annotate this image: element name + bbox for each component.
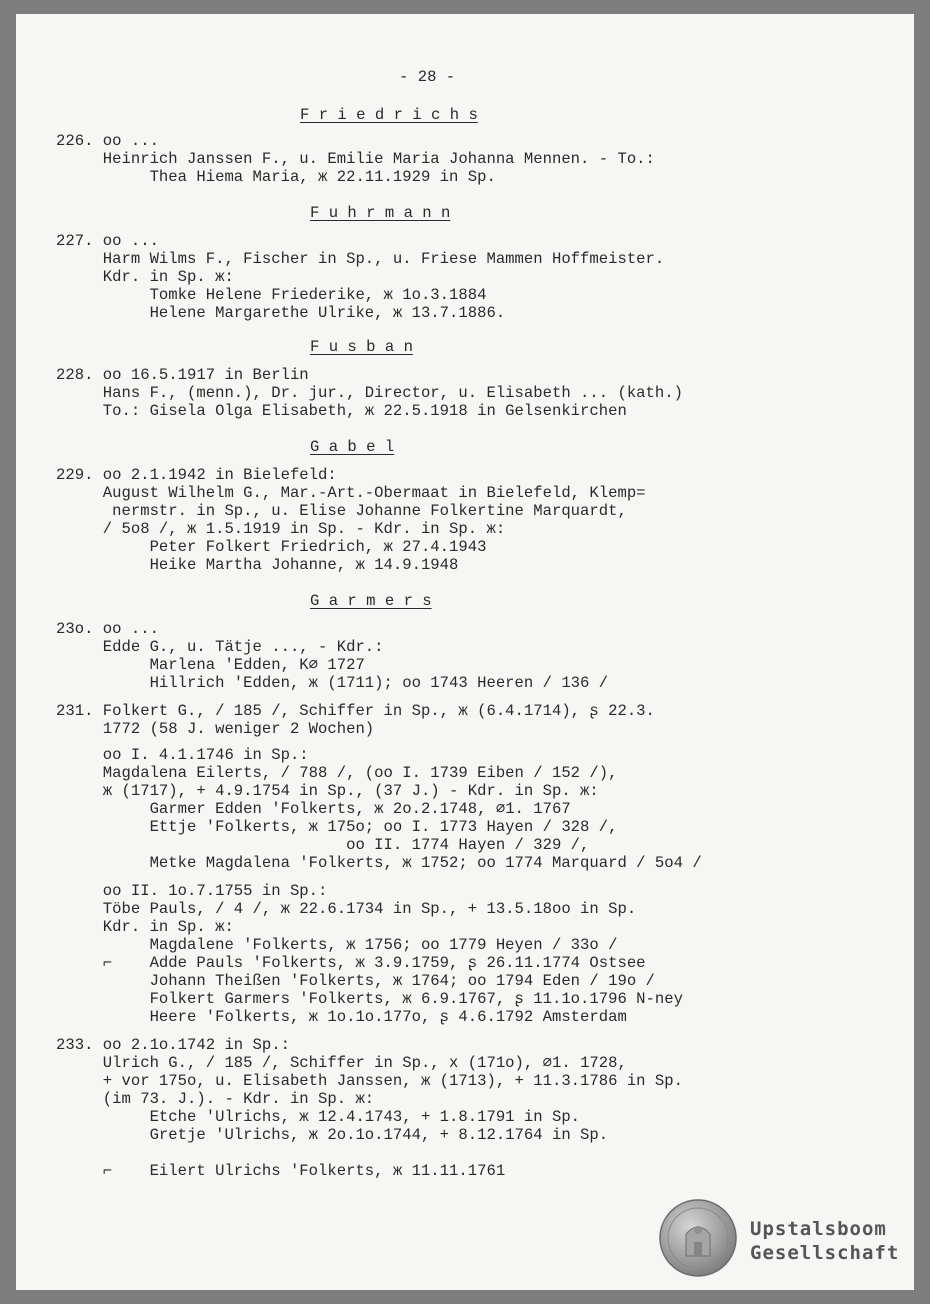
entry-231-line-14: ⌐ Adde Pauls 'Folkerts, ж 3.9.1759, ʂ 26.11.1774 Ostsee [56,954,646,972]
entry-231-line-15: Johann Theißen 'Folkerts, ж 1764; oo 1794 Eden / 19o / [56,972,655,990]
entry-231-line-8: oo II. 1774 Hayen / 329 /, [56,836,590,854]
entry-227-line-5: Helene Margarethe Ulrike, ж 13.7.1886. [56,304,506,322]
entry-229-line-1: 229. oo 2.1.1942 in Bielefeld: [56,466,337,484]
entry-233-line-6: Gretje 'Ulrichs, ж 2o.1o.1744, + 8.12.1764 in Sp. [56,1126,609,1144]
document-page [16,14,914,1290]
entry-230-line-3: Marlena 'Edden, K∅ 1727 [56,656,365,674]
section-heading-fusban: F u s b a n [310,338,413,356]
entry-227-line-3: Kdr. in Sp. ж: [56,268,234,286]
logo-line-1: Upstalsboom [750,1218,887,1240]
section-heading-fuhrmann: F u h r m a n n [310,204,451,222]
section-heading-garmers: G a r m e r s [310,592,432,610]
entry-233-line-4: (im 73. J.). - Kdr. in Sp. ж: [56,1090,375,1108]
entry-227-line-2: Harm Wilms F., Fischer in Sp., u. Friese Mammen Hoffmeister. [56,250,665,268]
entry-231-line-1: 231. Folkert G., / 185 /, Schiffer in Sp., ж (6.4.1714), ʂ 22.3. [56,702,655,720]
entry-231-line-12: Kdr. in Sp. ж: [56,918,234,936]
entry-233-line-1: 233. oo 2.1o.1742 in Sp.: [56,1036,290,1054]
entry-231-line-6: Garmer Edden 'Folkerts, ж 2o.2.1748, ∅1. 1767 [56,800,571,818]
entry-226-line-3: Thea Hiema Maria, ж 22.11.1929 in Sp. [56,168,496,186]
entry-231-line-9: Metke Magdalena 'Folkerts, ж 1752; oo 1774 Marquard / 5o4 / [56,854,702,872]
entry-226-line-1: 226. oo ... [56,132,159,150]
entry-231-line-5: ж (1717), + 4.9.1754 in Sp., (37 J.) - Kdr. in Sp. ж: [56,782,599,800]
entry-231-line-11: Töbe Pauls, / 4 /, ж 22.6.1734 in Sp., + 13.5.18oo in Sp. [56,900,637,918]
entry-231-line-3: oo I. 4.1.1746 in Sp.: [56,746,309,764]
entry-233-line-7: ⌐ Eilert Ulrichs 'Folkerts, ж 11.11.1761 [56,1162,506,1180]
entry-228-line-2: Hans F., (menn.), Dr. jur., Director, u. Elisabeth ... (kath.) [56,384,683,402]
entry-231-line-4: Magdalena Eilerts, / 788 /, (oo I. 1739 Eiben / 152 /), [56,764,618,782]
entry-233-line-5: Etche 'Ulrichs, ж 12.4.1743, + 1.8.1791 in Sp. [56,1108,581,1126]
entry-230-line-2: Edde G., u. Tätje ..., - Kdr.: [56,638,384,656]
entry-231-line-16: Folkert Garmers 'Folkerts, ж 6.9.1767, ʂ 11.1o.1796 N-ney [56,990,683,1008]
entry-227-line-1: 227. oo ... [56,232,159,250]
upstalsboom-seal-icon [658,1198,738,1278]
entry-228-line-1: 228. oo 16.5.1917 in Berlin [56,366,309,384]
entry-231-line-17: Heere 'Folkerts, ж 1o.1o.177o, ʂ 4.6.1792 Amsterdam [56,1008,627,1026]
entry-229-line-6: Heike Martha Johanne, ж 14.9.1948 [56,556,459,574]
logo-line-2: Gesellschaft [750,1242,900,1264]
entry-229-line-4: / 5o8 /, ж 1.5.1919 in Sp. - Kdr. in Sp. ж: [56,520,506,538]
entry-229-line-3: nermstr. in Sp., u. Elise Johanne Folkertine Marquardt, [56,502,627,520]
entry-231-line-7: Ettje 'Folkerts, ж 175o; oo I. 1773 Hayen / 328 /, [56,818,618,836]
entry-230-line-4: Hillrich 'Edden, ж (1711); oo 1743 Heeren / 136 / [56,674,609,692]
entry-229-line-2: August Wilhelm G., Mar.-Art.-Obermaat in Bielefeld, Klemp= [56,484,646,502]
entry-231-line-13: Magdalene 'Folkerts, ж 1756; oo 1779 Heyen / 33o / [56,936,618,954]
entry-229-line-5: Peter Folkert Friedrich, ж 27.4.1943 [56,538,487,556]
entry-233-line-3: + vor 175o, u. Elisabeth Janssen, ж (1713), + 11.3.1786 in Sp. [56,1072,683,1090]
entry-231-line-10: oo II. 1o.7.1755 in Sp.: [56,882,328,900]
section-heading-friedrichs: F r i e d r i c h s [300,106,478,124]
entry-226-line-2: Heinrich Janssen F., u. Emilie Maria Johanna Mennen. - To.: [56,150,655,168]
entry-233-line-2: Ulrich G., / 185 /, Schiffer in Sp., x (171o), ∅1. 1728, [56,1054,627,1072]
entry-230-line-1: 23o. oo ... [56,620,159,638]
entry-231-line-2: 1772 (58 J. weniger 2 Wochen) [56,720,375,738]
entry-227-line-4: Tomke Helene Friederike, ж 1o.3.1884 [56,286,487,304]
page-number: - 28 - [399,68,456,86]
entry-228-line-3: To.: Gisela Olga Elisabeth, ж 22.5.1918 in Gelsenkirchen [56,402,627,420]
section-heading-gabel: G a b e l [310,438,395,456]
